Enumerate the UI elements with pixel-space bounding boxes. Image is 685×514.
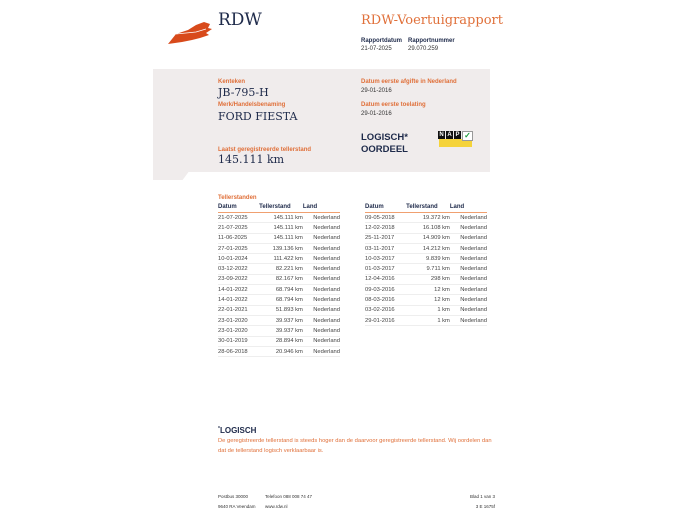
cell-datum: 10-03-2017 (365, 254, 406, 264)
nap-letter-p: P (455, 132, 460, 138)
note-title (218, 426, 256, 435)
nap-letter-a: A (447, 132, 452, 138)
kenteken-label: Kenteken (218, 79, 246, 85)
note-text: De geregistreerde tellerstand is steeds hoger dan de daarvoor geregistreerde tellerstand. Wij oordelen dan dat de tellerstand logisch verklaarbaar is. (218, 438, 492, 454)
cell-tellerstand: 68.794 km (259, 295, 303, 305)
cell-land: Nederland (450, 233, 487, 243)
cell-land: Nederland (303, 223, 340, 233)
kenteken-value: JB-795-H (218, 86, 269, 99)
nap-logo (438, 131, 472, 147)
cell-datum: 23-01-2020 (218, 326, 259, 336)
cell-tellerstand: 1 km (406, 315, 450, 325)
oordeel-status (361, 132, 408, 156)
cell-datum: 22-01-2021 (218, 305, 259, 315)
note-marker: * (218, 426, 220, 432)
rapportnummer-value: 29.070.259 (408, 46, 439, 52)
cell-tellerstand: 145.111 km (259, 213, 303, 223)
merk-label: Merk/Handelsbenaming (218, 102, 286, 108)
cell-land: Nederland (303, 315, 340, 325)
cell-tellerstand: 16.108 km (406, 223, 450, 233)
cell-tellerstand: 139.136 km (259, 243, 303, 253)
col-land: Land (450, 202, 487, 213)
rapportdatum-label: Rapportdatum (361, 38, 402, 44)
table-row (218, 243, 340, 253)
table-row (218, 264, 340, 274)
cell-datum: 09-03-2016 (365, 285, 406, 295)
cell-land: Nederland (450, 223, 487, 233)
tellerstanden-title: Tellerstanden (218, 195, 257, 201)
table-row (218, 213, 340, 223)
cell-datum: 09-05-2018 (365, 213, 406, 223)
cell-tellerstand: 9.839 km (406, 254, 450, 264)
table-row (218, 315, 340, 325)
table-row (365, 213, 487, 223)
col-tellerstand: Tellerstand (406, 202, 450, 213)
cell-datum: 23-01-2020 (218, 315, 259, 325)
cell-datum: 23-09-2022 (218, 274, 259, 284)
table-row (365, 264, 487, 274)
cell-land: Nederland (450, 243, 487, 253)
cell-land: Nederland (303, 243, 340, 253)
cell-land: Nederland (450, 254, 487, 264)
cell-land: Nederland (303, 336, 340, 346)
cell-tellerstand: 39.937 km (259, 315, 303, 325)
table-row (218, 233, 340, 243)
table-row (365, 285, 487, 295)
cell-land: Nederland (303, 285, 340, 295)
footer-web[interactable]: www.rdw.nl (265, 504, 288, 509)
cell-land: Nederland (450, 285, 487, 295)
summary-panel-tab (153, 170, 190, 180)
merk-value: FORD FIESTA (218, 110, 298, 123)
col-datum: Datum (218, 202, 259, 213)
cell-land: Nederland (303, 346, 340, 356)
toelating-label: Datum eerste toelating (361, 102, 426, 108)
cell-tellerstand: 145.111 km (259, 223, 303, 233)
cell-land: Nederland (303, 295, 340, 305)
table-row (218, 254, 340, 264)
cell-land: Nederland (303, 254, 340, 264)
cell-tellerstand: 82.167 km (259, 274, 303, 284)
cell-datum: 27-01-2025 (218, 243, 259, 253)
table-row (365, 305, 487, 315)
cell-land: Nederland (303, 326, 340, 336)
table-row (365, 315, 487, 325)
cell-land: Nederland (450, 305, 487, 315)
cell-land: Nederland (450, 264, 487, 274)
table-row (218, 305, 340, 315)
table-row (365, 243, 487, 253)
cell-tellerstand: 14.909 km (406, 233, 450, 243)
cell-datum: 08-03-2016 (365, 295, 406, 305)
table-row (218, 274, 340, 284)
cell-tellerstand: 12 km (406, 295, 450, 305)
note-title-text: LOGISCH (219, 426, 257, 435)
cell-tellerstand: 145.111 km (259, 233, 303, 243)
check-icon: ✓ (462, 131, 473, 141)
cell-tellerstand: 1 km (406, 305, 450, 315)
col-datum: Datum (365, 202, 406, 213)
footer-page: Blad 1 van 3 (469, 494, 495, 499)
rdw-logo-icon (166, 20, 214, 46)
tellerstand-value: 145.111 km (218, 153, 285, 166)
table-row (365, 295, 487, 305)
cell-land: Nederland (303, 305, 340, 315)
cell-tellerstand: 111.422 km (259, 254, 303, 264)
table-row (365, 274, 487, 284)
cell-datum: 11-06-2025 (218, 233, 259, 243)
nap-letter-n: N (439, 132, 444, 138)
cell-tellerstand: 19.372 km (406, 213, 450, 223)
tellerstanden-table-left (218, 202, 340, 357)
table-row (365, 233, 487, 243)
col-tellerstand: Tellerstand (259, 202, 303, 213)
cell-tellerstand: 39.937 km (259, 326, 303, 336)
footer-phone: Telefoon 088 008 74 47 (265, 494, 313, 499)
cell-tellerstand: 14.212 km (406, 243, 450, 253)
cell-tellerstand: 298 km (406, 274, 450, 284)
toelating-value: 29-01-2016 (361, 111, 392, 117)
oordeel-line2: OORDEEL (361, 144, 408, 155)
cell-datum: 12-04-2016 (365, 274, 406, 284)
afgifte-value: 29-01-2016 (361, 88, 392, 94)
brand-name: RDW (218, 10, 262, 30)
cell-datum: 03-12-2022 (218, 264, 259, 274)
cell-datum: 14-01-2022 (218, 285, 259, 295)
footer-address2: 9640 RA Veendam (218, 504, 256, 509)
cell-land: Nederland (303, 264, 340, 274)
cell-land: Nederland (303, 213, 340, 223)
cell-datum: 01-03-2017 (365, 264, 406, 274)
table-row (218, 285, 340, 295)
footer-code: 3 E 1675f (475, 504, 495, 509)
cell-tellerstand: 51.893 km (259, 305, 303, 315)
oordeel-line1: LOGISCH* (361, 132, 408, 143)
cell-land: Nederland (450, 274, 487, 284)
cell-datum: 25-11-2017 (365, 233, 406, 243)
table-row (365, 254, 487, 264)
table-row (218, 346, 340, 356)
table-row (218, 295, 340, 305)
footer-address1: Postbus 30000 (218, 494, 249, 499)
cell-land: Nederland (303, 233, 340, 243)
rapportdatum-value: 21-07-2025 (361, 46, 392, 52)
cell-tellerstand: 12 km (406, 285, 450, 295)
cell-datum: 10-01-2024 (218, 254, 259, 264)
cell-datum: 30-01-2019 (218, 336, 259, 346)
cell-datum: 03-11-2017 (365, 243, 406, 253)
cell-tellerstand: 28.894 km (259, 336, 303, 346)
cell-datum: 21-07-2025 (218, 213, 259, 223)
cell-land: Nederland (450, 315, 487, 325)
cell-tellerstand: 82.221 km (259, 264, 303, 274)
cell-datum: 12-02-2018 (365, 223, 406, 233)
table-row (218, 336, 340, 346)
tellerstanden-table-right (365, 202, 487, 326)
table-row (218, 326, 340, 336)
cell-datum: 29-01-2016 (365, 315, 406, 325)
cell-tellerstand: 68.794 km (259, 285, 303, 295)
cell-land: Nederland (450, 213, 487, 223)
table-row (218, 223, 340, 233)
table-row (365, 223, 487, 233)
cell-datum: 14-01-2022 (218, 295, 259, 305)
cell-tellerstand: 20.946 km (259, 346, 303, 356)
cell-datum: 21-07-2025 (218, 223, 259, 233)
cell-datum: 28-06-2018 (218, 346, 259, 356)
report-title: RDW-Voertuigrapport (361, 13, 503, 28)
rapportnummer-label: Rapportnummer (408, 38, 455, 44)
col-land: Land (303, 202, 340, 213)
cell-land: Nederland (450, 295, 487, 305)
afgifte-label: Datum eerste afgifte in Nederland (361, 79, 457, 85)
tellerstand-label: Laatst geregistreerde tellerstand (218, 147, 312, 153)
cell-tellerstand: 9.711 km (406, 264, 450, 274)
cell-land: Nederland (303, 274, 340, 284)
cell-datum: 03-02-2016 (365, 305, 406, 315)
